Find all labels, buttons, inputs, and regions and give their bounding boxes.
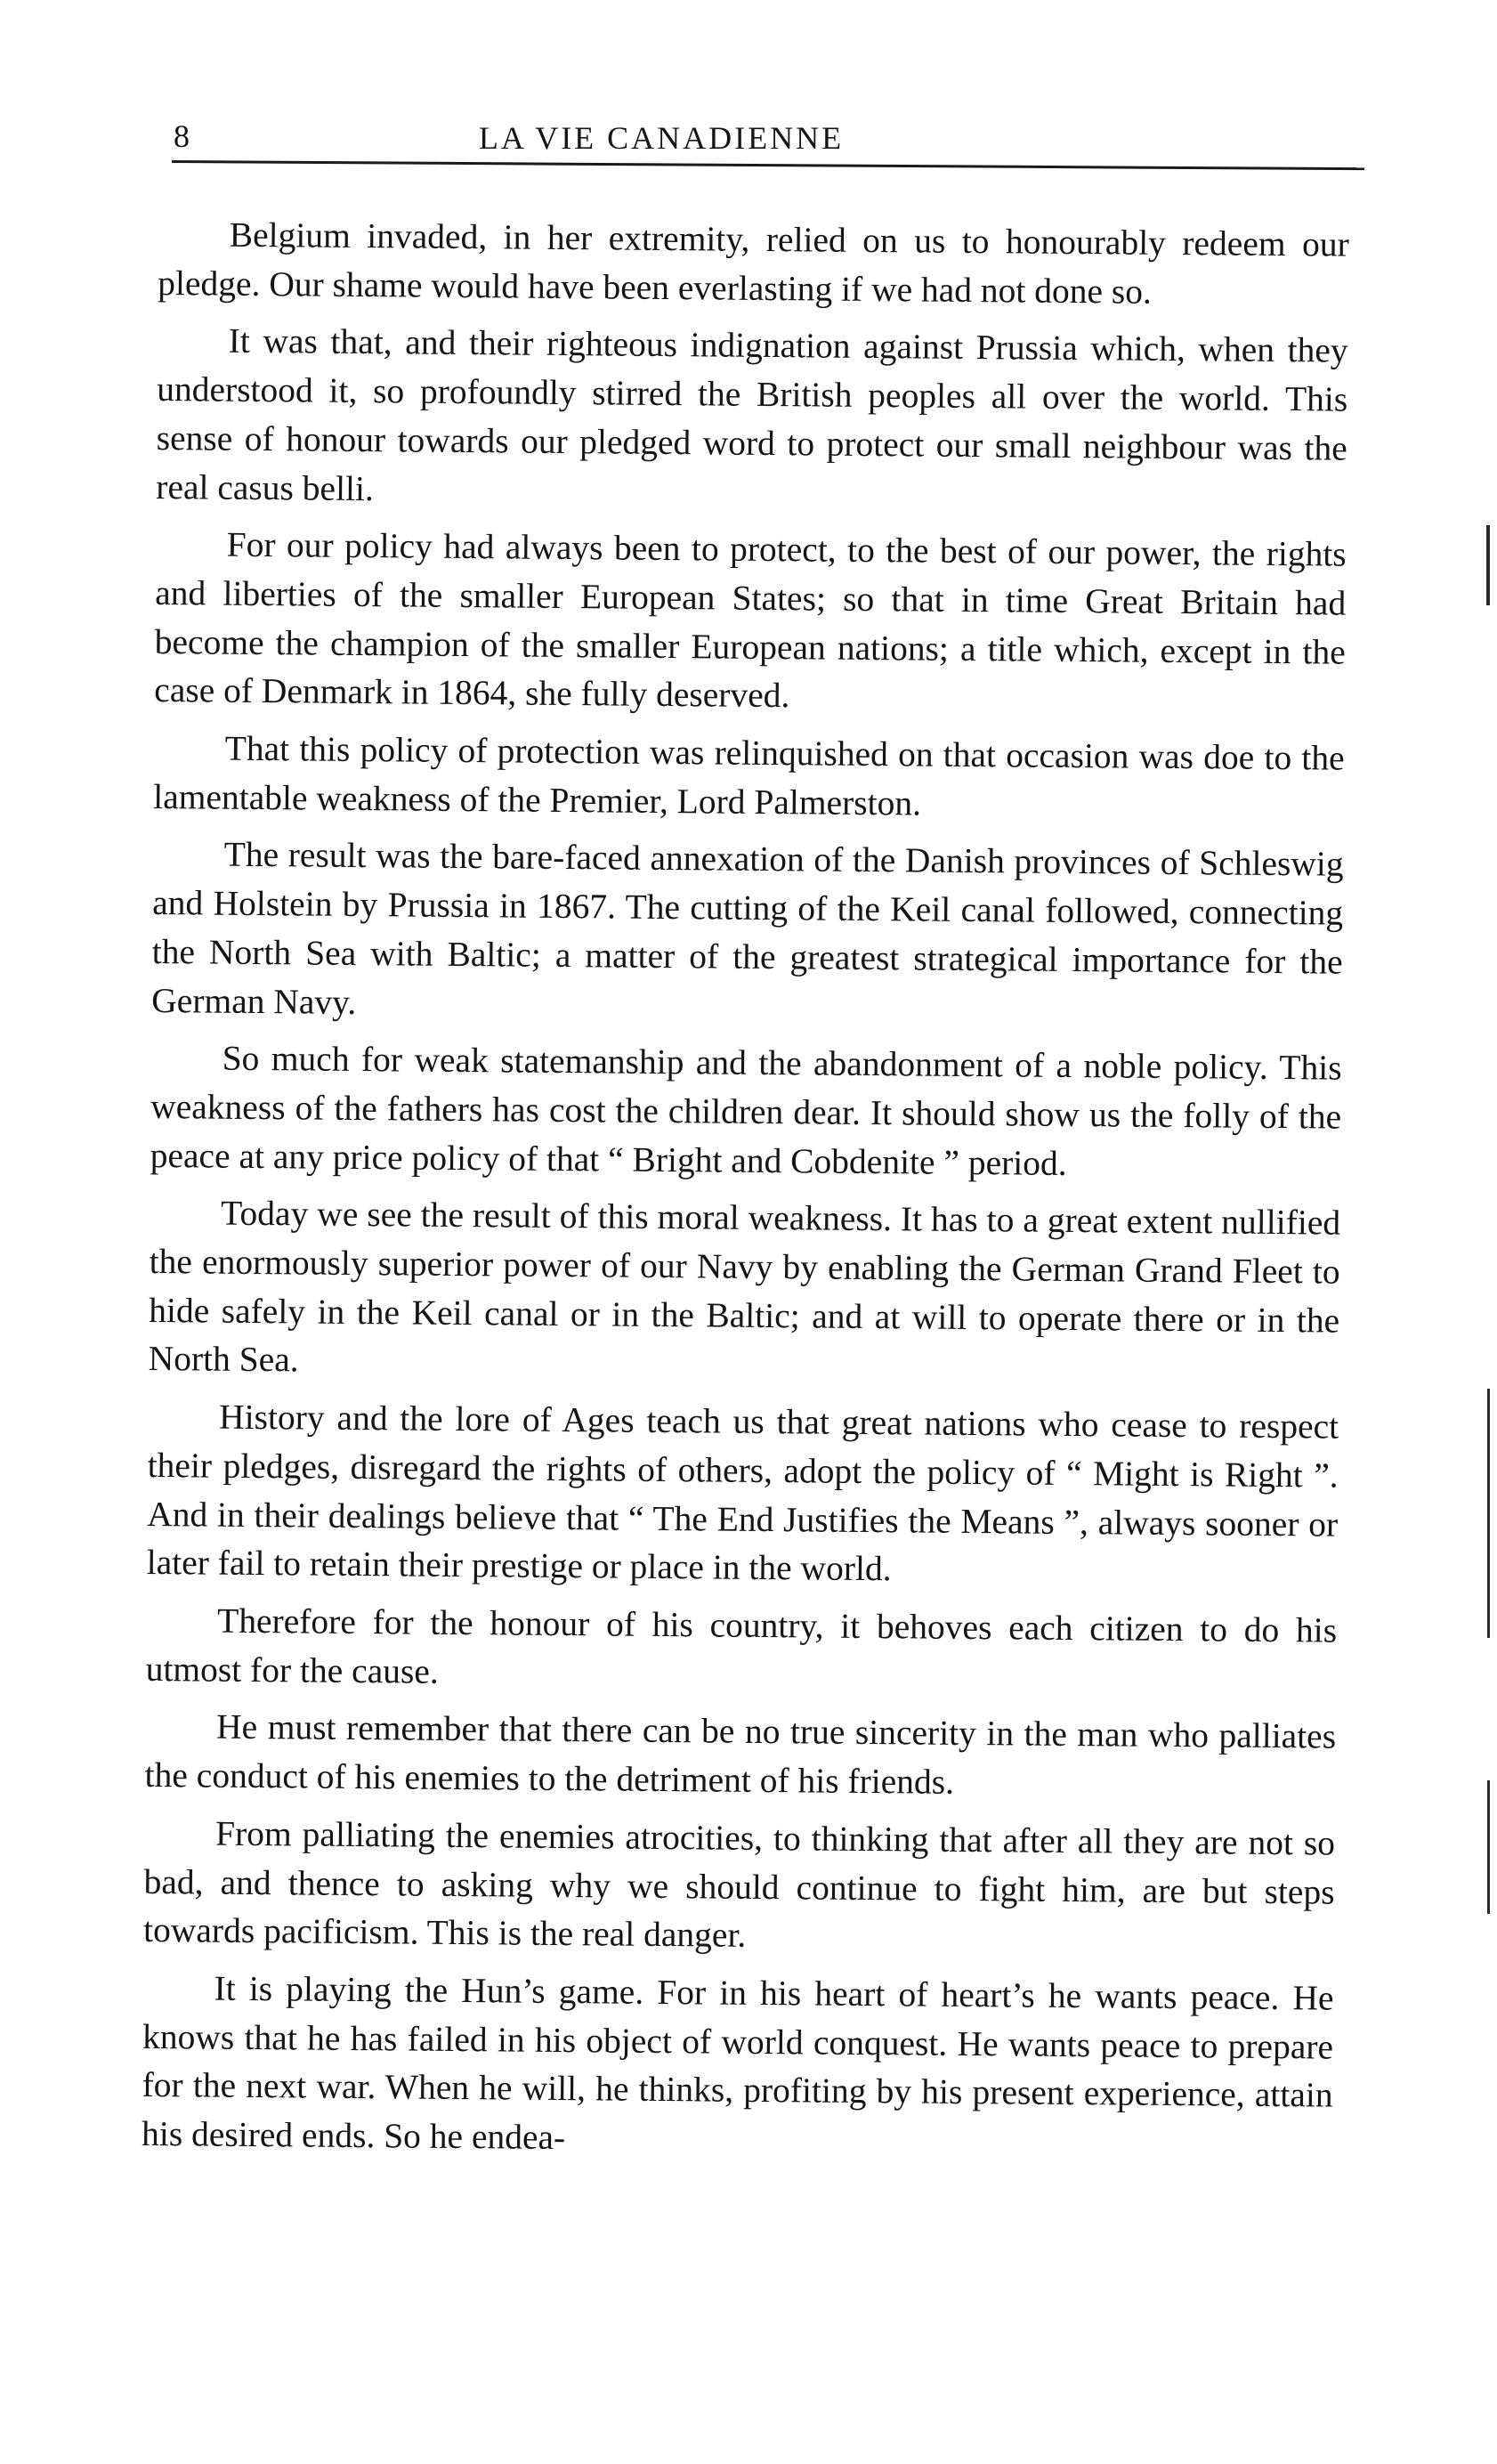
scan-edge-mark [1487, 1780, 1490, 1914]
paragraph: From palliating the enemies atrocities, to thinking that after all they are not so bad, and thence to asking why we should continue to fight him, are but steps towards pacificism. This is the real danger. [142, 1813, 1336, 1956]
article-body [142, 210, 1349, 2177]
paragraph: Therefore for the honour of his country, it behoves each citizen to do his utmost for the cause. [145, 1601, 1338, 1691]
header-rule [172, 160, 1364, 170]
paragraph: He must remember that there can be no true sincerity in the man who palliates the conduct of his enemies to the detriment of his friends. [144, 1707, 1337, 1802]
paragraph: For our policy had always been to protect, to the best of our power, the rights and liberties of the smaller European States; so that in time Great Britain had become the champion of the smaller European nations; a title which, except in the case of Denmark in 1864, she fully deserved. [154, 524, 1347, 716]
scan-edge-mark [1487, 1389, 1490, 1638]
paragraph: History and the lore of Ages teach us that great nations who cease to respect their pledges, disregard the rights of others, adopt the policy of “ Might is Right ”. And in their dealings believe that “ The End Justifies the Means ”, always sooner or later fail to retain their prestige or place in the world. [146, 1397, 1339, 1589]
paragraph: It was that, and their righteous indignation against Prussia which, when they understood it, so profoundly stirred the British peoples all over the world. This sense of honour towards our pledged word to protect our small neighbour was the real casus belli. [156, 321, 1348, 508]
journal-title: LA VIE CANADIENNE [478, 120, 845, 156]
scan-edge-mark [1486, 525, 1490, 605]
paragraph: That this policy of protection was relinquished on that occasion was doe to the lamentable weakness of the Premier, Lord Palmerston. [153, 728, 1345, 823]
paragraph: So much for weak statemanship and the abandonment of a noble policy. This weakness of the fathers has cost the children dear. It should show us the folly of the peace at any price policy of that “ Bright and Cobdenite ” period. [150, 1038, 1342, 1183]
paragraph: The result was the bare-faced annexation of the Danish provinces of Schleswig and Holstein by Prussia in 1867. The cutting of the Keil canal followed, connecting the North Sea with Baltic; a matter of the greatest strategical importance for the German Navy. [151, 835, 1344, 1022]
page-number: 8 [174, 118, 190, 154]
paragraph: Today we see the result of this moral weakness. It has to a great extent nullified the enormously superior power of our Navy by enabling the German Grand Fleet to hide safely in the Keil canal or in the Baltic; and at will to operate there or in the North Sea. [148, 1194, 1341, 1380]
paragraph: Belgium invaded, in her extremity, relied on us to honourably redeem our pledge. Our shame would have been everlasting if we had not done so. [158, 215, 1349, 312]
running-head [172, 110, 1364, 173]
paragraph: It is playing the Hun’s game. For in his heart of heart’s he wants peace. He knows that he has failed in his object of world conquest. He wants peace to prepare for the next war. When he will, he thinks, profiting by his present experience, attain his desired ends. So he endea- [141, 1968, 1334, 2158]
